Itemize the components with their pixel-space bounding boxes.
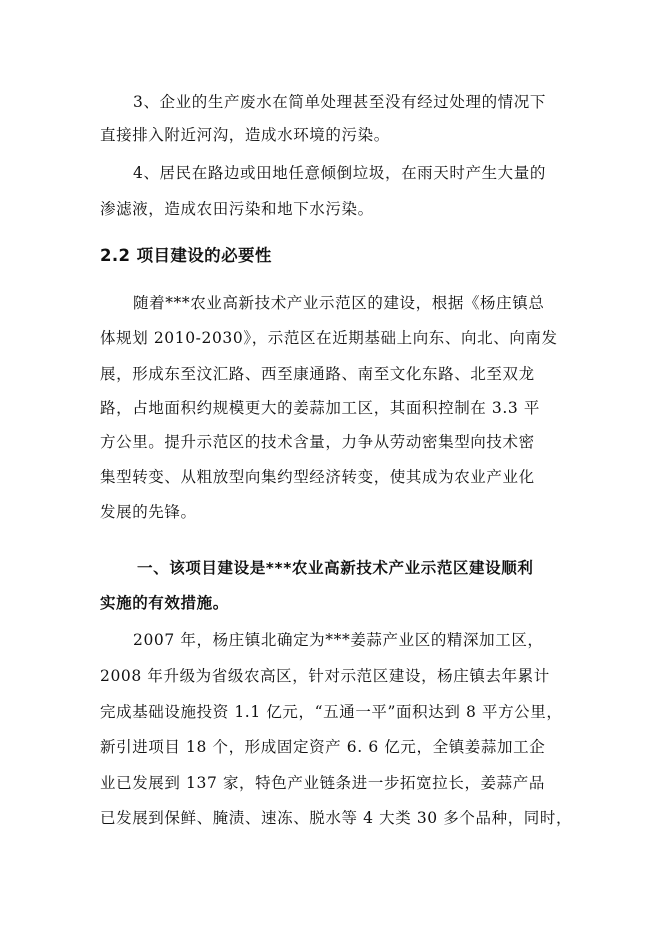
subheading-line-2: 实施的有效措施。: [100, 594, 229, 612]
paragraph-3-line-3: 展，形成东至汶汇路、西至康通路、南至文化东路、北至双龙: [100, 365, 535, 383]
paragraph-4-line-3: 完成基础设施投资 1.1 亿元，“五通一平”面积达到 8 平方公里，: [100, 703, 563, 721]
paragraph-4-line-4: 新引进项目 18 个，形成固定资产 6. 6 亿元，全镇姜蒜加工企: [100, 738, 546, 756]
paragraph-4-line-2: 2008 年升级为省级农高区，针对示范区建设，杨庄镇去年累计: [100, 667, 550, 685]
paragraph-1-line-1: 3、企业的生产废水在简单处理甚至没有经过处理的情况下: [133, 93, 546, 111]
paragraph-3-line-2: 体规划 2010-2030》，示范区在近期基础上向东、向北、向南发: [100, 329, 558, 347]
paragraph-1-line-2: 直接排入附近河沟，造成水环境的污染。: [100, 126, 390, 144]
section-heading: 2.2 项目建设的必要性: [100, 246, 272, 265]
paragraph-3-line-4: 路，占地面积约规模更大的姜蒜加工区，其面积控制在 3.3 平: [100, 399, 541, 417]
paragraph-2-line-1: 4、居民在路边或田地任意倾倒垃圾，在雨天时产生大量的: [133, 164, 546, 182]
paragraph-2-line-2: 渗滤液，造成农田污染和地下水污染。: [100, 200, 374, 218]
paragraph-3-line-5: 方公里。提升示范区的技术含量，力争从劳动密集型向技术密: [100, 433, 535, 451]
paragraph-4-line-5: 业已发展到 137 家，特色产业链条进一步拓宽拉长，姜蒜产品: [100, 774, 545, 792]
paragraph-4-line-1: 2007 年，杨庄镇北确定为***姜蒜产业区的精深加工区，: [133, 631, 544, 649]
paragraph-3-line-7: 发展的先锋。: [100, 503, 197, 521]
subheading-line-1: 一、该项目建设是***农业高新技术产业示范区建设顺利: [137, 559, 534, 577]
paragraph-3-line-1: 随着***农业高新技术产业示范区的建设，根据《杨庄镇总: [133, 294, 545, 312]
paragraph-4-line-6: 已发展到保鲜、腌渍、速冻、脱水等 4 大类 30 多个品种，同时，: [100, 809, 573, 827]
paragraph-3-line-6: 集型转变、从粗放型向集约型经济转变，使其成为农业产业化: [100, 468, 535, 486]
